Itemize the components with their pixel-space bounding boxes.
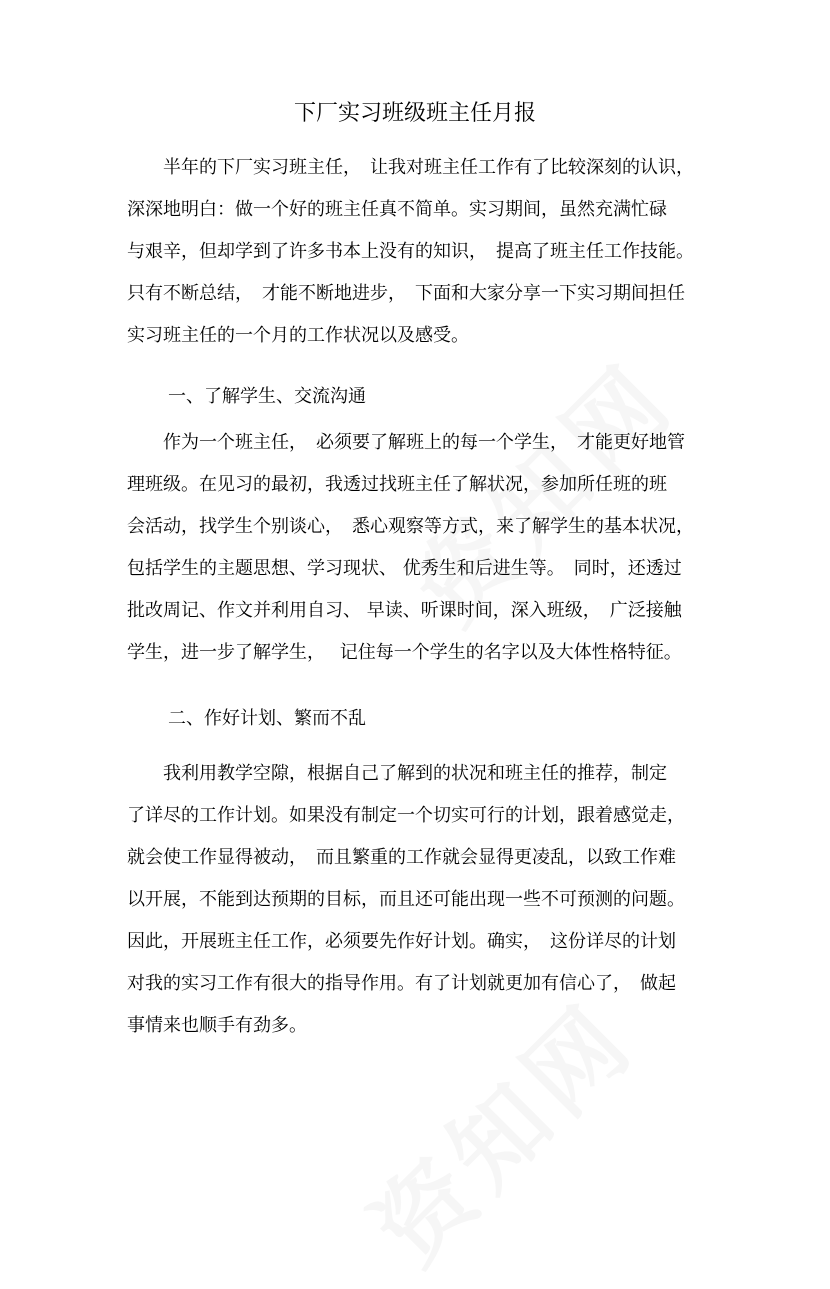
section-1-paragraph <box>127 422 707 674</box>
text-line: 理班级。在见习的最初，我透过找班主任了解状况，参加所任班的班 <box>127 474 667 495</box>
text-line: 实习班主任的一个月的工作状况以及感受。 <box>127 325 469 346</box>
text-line: 事情来也顺手有劲多。 <box>127 1015 307 1036</box>
section-heading-1: 一、了解学生、交流沟通 <box>168 386 366 407</box>
text-line: 因此，开展班主任工作，必须要先作好计划。确实， 这份详尽的计划 <box>127 931 676 952</box>
text-line: 作为一个班主任， 必须要了解班上的每一个学生， 才能更好地管 <box>127 432 685 453</box>
text-line: 深深地明白：做一个好的班主任真不简单。实习期间，虽然充满忙碌 <box>127 199 667 220</box>
text-line: 了详尽的工作计划。如果没有制定一个切实可行的计划，跟着感觉走， <box>127 805 685 826</box>
section-heading-2: 二、作好计划、繁而不乱 <box>168 708 366 729</box>
text-line: 包括学生的主题思想、学习现状、 优秀生和后进生等。 同时，还透过 <box>127 558 682 579</box>
text-line: 就会使工作显得被动， 而且繁重的工作就会显得更凌乱，以致工作难 <box>127 847 676 868</box>
text-line: 学生，进一步了解学生， 记住每一个学生的名字以及大体性格特征。 <box>127 642 682 663</box>
text-line: 以开展，不能到达预期的目标，而且还可能出现一些不可预测的问题。 <box>127 889 685 910</box>
text-line: 与艰辛，但却学到了许多书本上没有的知识， 提高了班主任工作技能。 <box>127 241 694 262</box>
intro-paragraph <box>127 147 707 357</box>
document-title: 下厂实习班级班主任月报 <box>293 101 536 126</box>
section-2-paragraph <box>127 753 707 1047</box>
text-line: 对我的实习工作有很大的指导作用。有了计划就更加有信心了， 做起 <box>127 973 676 994</box>
text-line: 半年的下厂实习班主任， 让我对班主任工作有了比较深刻的认识， <box>127 157 694 178</box>
text-line: 只有不断总结， 才能不断地进步， 下面和大家分享一下实习期间担任 <box>127 283 685 304</box>
text-line: 我利用教学空隙，根据自己了解到的状况和班主任的推荐，制定 <box>127 763 667 784</box>
text-line: 会活动，找学生个别谈心， 悉心观察等方式，来了解学生的基本状况， <box>127 516 694 537</box>
text-line: 批改周记、作文并利用自习、 早读、听课时间，深入班级， 广泛接触 <box>127 600 682 621</box>
